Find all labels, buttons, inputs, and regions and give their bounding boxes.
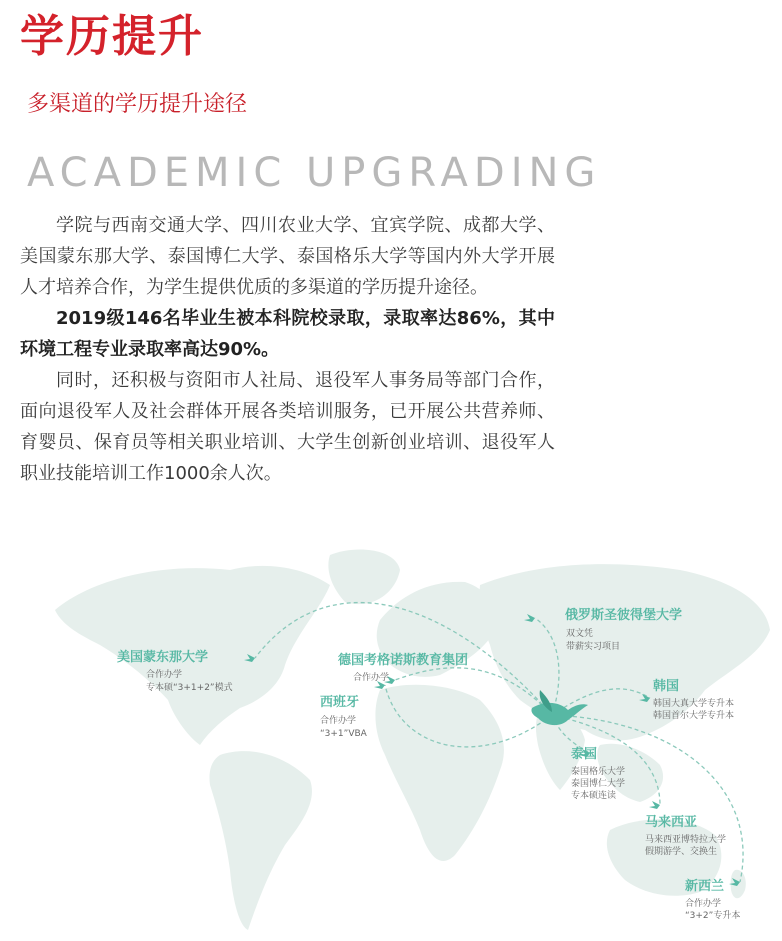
dest-newzealand-line1: 合作办学 [685, 899, 722, 909]
paragraph-admission-stats: 2019级146名毕业生被本科院校录取，录取率达86%，其中环境工程专业录取率高达90%。 [20, 308, 555, 360]
dest-russia-name: 俄罗斯圣彼得堡大学 [565, 608, 683, 623]
continent-greenland [328, 550, 400, 605]
dest-thailand-line3: 专本硕连读 [571, 791, 617, 801]
dest-russia-line1: 双文凭 [566, 629, 594, 639]
marker-malaysia-icon [649, 801, 660, 809]
dest-germany-name: 德国考格诺斯教育集团 [338, 653, 469, 668]
body-text [20, 210, 555, 489]
paragraph-partnerships: 学院与西南交通大学、四川农业大学、宜宾学院、成都大学、美国蒙东那大学、泰国博仁大学、泰国格乐大学等国内外大学开展人才培养合作，为学生提供优质的多渠道的学历提升途径。 [20, 215, 555, 298]
dest-usa-line1: 合作办学 [146, 670, 183, 680]
dest-thailand-name: 泰国 [571, 747, 598, 762]
dest-korea-line2: 韩国首尔大学专升本 [653, 711, 735, 721]
dest-korea-line1: 韩国大真大学专升本 [653, 699, 735, 709]
dest-newzealand-line2: “3+2”专升本 [685, 911, 741, 921]
dest-spain-line2: “3+1”VBA [320, 729, 367, 739]
continent-africa [375, 685, 504, 861]
paragraph-training: 同时，还积极与资阳市人社局、退役军人事务局等部门合作，面向退役军人及社会群体开展各类培训服务，已开展公共营养师、育婴员、保育员等相关职业培训、大学生创新创业培训、退役军人职业技能培训工作1000余人次。 [20, 370, 555, 484]
dest-usa-name: 美国蒙东那大学 [117, 650, 209, 665]
dest-thailand-line2: 泰国博仁大学 [571, 779, 626, 789]
world-map [0, 540, 782, 937]
page-title: 学历提升 [20, 11, 204, 62]
dest-malaysia-line1: 马来西亚博特拉大学 [645, 835, 727, 845]
dest-usa-line2: 专本硕“3+1+2”模式 [146, 683, 233, 693]
continent-south-america [209, 751, 311, 930]
dest-spain-name: 西班牙 [320, 695, 360, 710]
page-subtitle: 多渠道的学历提升途径 [27, 92, 248, 117]
dest-spain-line1: 合作办学 [320, 716, 357, 726]
dest-korea-name: 韩国 [653, 679, 680, 694]
dest-newzealand-name: 新西兰 [685, 879, 725, 894]
dest-malaysia-name: 马来西亚 [645, 815, 698, 830]
english-title: ACADEMIC UPGRADING [27, 150, 602, 196]
world-map-graphic [0, 540, 782, 937]
dest-germany-line1: 合作办学 [353, 673, 390, 683]
dest-russia-line2: 带薪实习项目 [566, 642, 621, 652]
dest-malaysia-line2: 假期游学、交换生 [645, 847, 718, 857]
dest-thailand-line1: 泰国格乐大学 [571, 767, 626, 777]
